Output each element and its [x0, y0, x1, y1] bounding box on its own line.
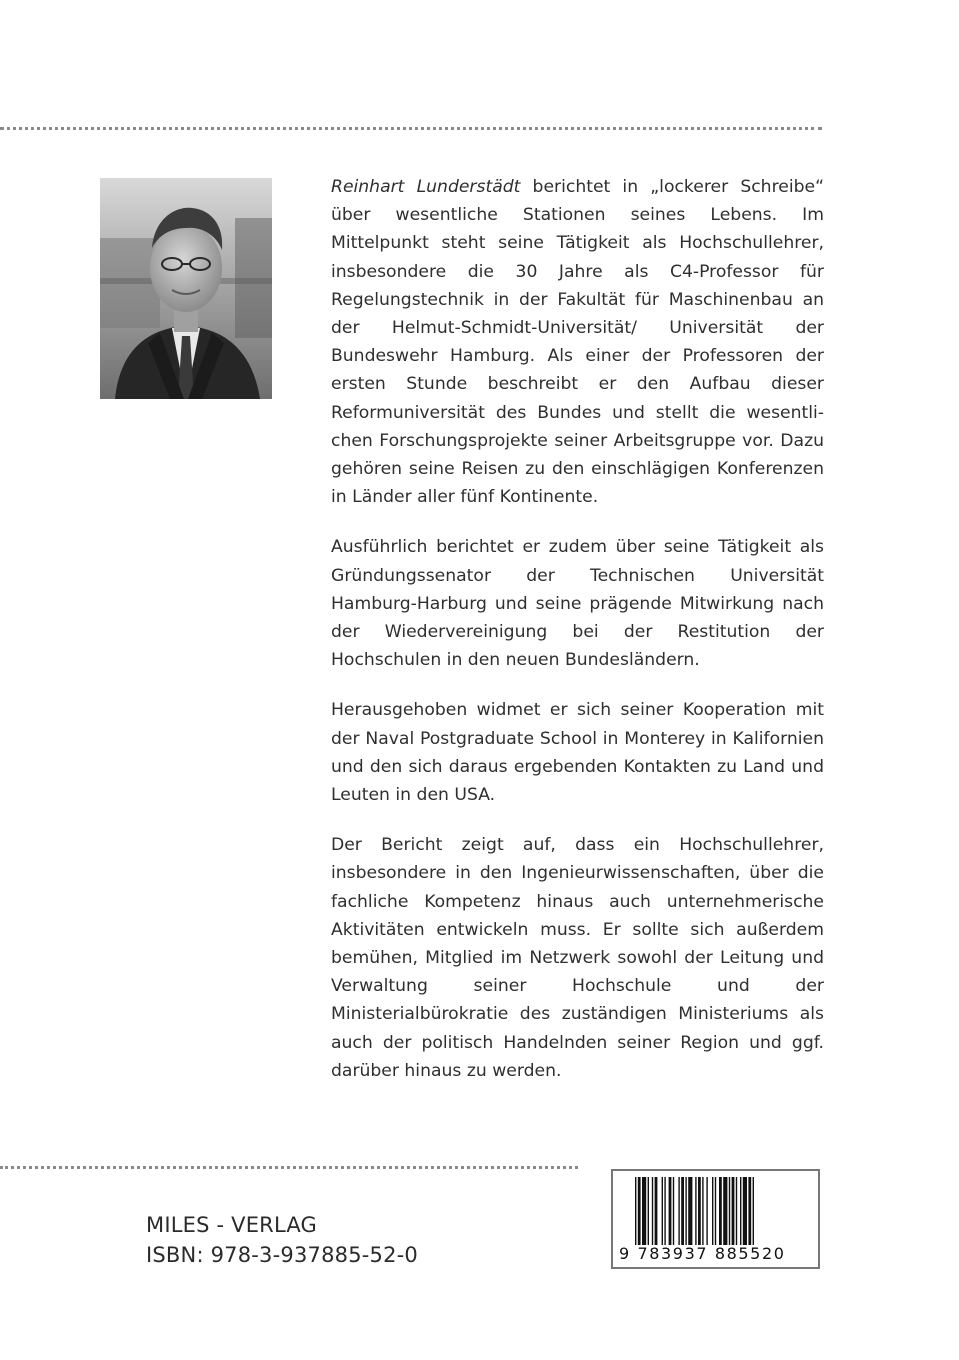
barcode-bar — [753, 1177, 754, 1245]
barcode-bar — [712, 1177, 713, 1245]
barcode-bar — [698, 1177, 701, 1245]
barcode-digits: 9 783937 885520 — [619, 1244, 786, 1263]
barcode-bar — [748, 1177, 751, 1245]
barcode-bar — [642, 1177, 646, 1245]
publisher-block — [146, 1210, 418, 1270]
barcode-bar — [681, 1177, 684, 1245]
barcode-bar — [669, 1177, 672, 1245]
description-paragraph-1 — [331, 173, 824, 511]
barcode-bar — [652, 1177, 653, 1245]
barcode-bar — [706, 1177, 707, 1245]
barcode-bar — [638, 1177, 641, 1245]
portrait-image — [100, 178, 272, 399]
barcode-bar — [688, 1177, 692, 1245]
barcode-bars — [613, 1171, 818, 1245]
barcode-bar — [743, 1177, 747, 1245]
barcode-bar — [678, 1177, 679, 1245]
barcode-bar — [719, 1177, 722, 1245]
author-portrait — [100, 178, 272, 399]
barcode-bar — [655, 1177, 658, 1245]
barcode-bar — [740, 1177, 741, 1245]
barcode-bar — [729, 1177, 730, 1245]
bottom-dotted-rule — [0, 1166, 578, 1169]
description-paragraph-3: Herausgehoben widmet er sich seiner Kooperation mit der Naval Postgraduate School in Monterey in Kalifornien und den sich daraus ergebenden Kontakten zu Land und Leuten in den USA. — [331, 700, 824, 806]
barcode-bar — [736, 1177, 737, 1245]
barcode-bar — [732, 1177, 735, 1245]
barcode-bar — [685, 1177, 686, 1245]
top-dotted-rule — [0, 127, 822, 130]
description-paragraph-4: Der Bericht zeigt auf, dass ein Hochschullehrer, insbesondere in den Ingenieurwissenschaften, über die fachliche Kompetenz hinaus auch unternehmerische Aktivitäten entwickeln muss. Er sollte sich außerdem bemühen, Mitglied im Netzwerk sowohl der Leitung und Verwaltung seiner Hochschule und der Ministerialbürokratie des zuständigen Ministeriums als auch der politisch Handelnden seiner Region und ggf. darüber hinaus zu werden. — [331, 835, 824, 1081]
barcode-bar — [695, 1177, 696, 1245]
barcode-bar — [715, 1177, 716, 1245]
barcode-bar — [673, 1177, 674, 1245]
barcode-bar — [664, 1177, 665, 1245]
description-paragraph-2: Ausführlich berichtet er zudem über seine Tätigkeit als Gründungssenator der Technischen Universität Hamburg-Harburg und seine prägende Mitwirkung nach der Wiedervereinigung bei der Restitution der Hochschulen in den neuen Bundesländern. — [331, 537, 824, 671]
barcode-bar — [723, 1177, 727, 1245]
isbn-barcode — [611, 1169, 820, 1269]
barcode-bar — [662, 1177, 663, 1245]
isbn-text: ISBN: 978-3-937885-52-0 — [146, 1243, 418, 1267]
paragraph-1-text: berichtet in „lockerer Schreibe“ über wesentliche Stationen seines Lebens. Im Mittelpunkt steht seine Tätigkeit als Hochschullehrer, insbesondere die 30 Jahre als C4-Professor für Regelungstechnik in der Fakultät für Maschinenbau an der Helmut-Schmidt-Universität/ Universität der Bundeswehr Hamburg. Als einer der Professoren der ersten Stunde beschreibt er den Aufbau dieser Reformuniversität des Bundes und stellt die wesentlichen Forschungsprojekte seiner Arbeitsgruppe vor. Dazu gehören seine Reisen zu den einschlägigen Konferenzen in Länder aller fünf Kontinente. — [331, 177, 824, 508]
description-text — [331, 173, 824, 1107]
publisher-name: MILES - VERLAG — [146, 1213, 318, 1237]
barcode-bar — [635, 1177, 636, 1245]
barcode-bar — [702, 1177, 703, 1245]
barcode-bar — [648, 1177, 649, 1245]
author-name: Reinhart Lunderstädt — [331, 177, 521, 197]
